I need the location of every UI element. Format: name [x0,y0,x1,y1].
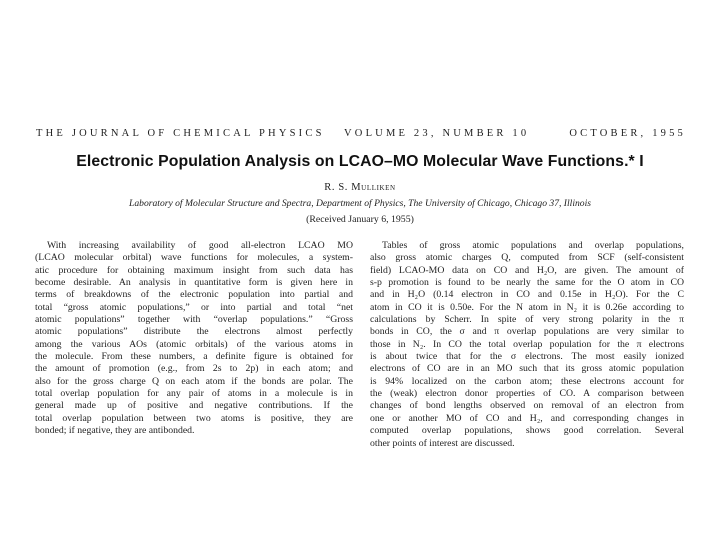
abstract-line: (LCAO molecular orbital) wave functions for molecules, a system- [35,252,353,264]
abstract-right-column [370,240,684,450]
received-date: (Received January 6, 1955) [306,214,414,225]
abstract-line: changes of bond lengths observed on removal of an electron from [370,400,684,412]
abstract-line: s-p promotion is found to be nearly the same for the O atom in CO [370,277,684,289]
abstract-line: total overlap population between two atoms is positive, they are [35,412,353,424]
abstract-line: also for the gross charge Q on each atom if the bonds are polar. The [35,375,353,387]
abstract-line: computed overlap populations, shows good correlation. Several [370,425,684,437]
abstract-line: also gross atomic charges Q, computed from SCF (self-consistent [370,252,684,264]
volume-number: VOLUME 23, NUMBER 10 [344,128,530,139]
abstract-line: bonded; if negative, they are antibonded. [35,425,195,437]
author-name: R. S. Mulliken [324,182,396,193]
abstract-line: bonds in CO, the σ and π overlap populations are very similar to [370,326,684,338]
article-title: Electronic Population Analysis on LCAO–MO Molecular Wave Functions.* I [76,153,644,170]
abstract-line: field) LCAO-MO data on CO and H₂O, are given. The amount of [370,264,684,276]
abstract-left-column [35,240,353,438]
abstract-line: the amount of promotion (e.g., from 2s to 2p) in each atom; and [35,363,353,375]
abstract-line: atomic populations” distribute the electrons almost perfectly [35,326,353,338]
abstract-line: total overlap population for any pair of atoms in a molecule is in [35,388,353,400]
abstract-line: the (weak) electron donor properties of CO. A comparison between [370,388,684,400]
abstract-line: calculations by Scherr. In spite of very strong polarity in the π [370,314,684,326]
abstract-line: and in H₂O (0.14 electron in CO and 0.15e in H₂O). For the C [370,289,684,301]
author-affiliation: Laboratory of Molecular Structure and Spectra, Department of Physics, The University of Chicago, Chicago 37, Illinois [129,198,591,209]
issue-date: OCTOBER, 1955 [569,128,686,139]
abstract-line: atomic populations” together with “overlap populations.” “Gross [35,314,353,326]
abstract-line: electrons of CO are in an MO such that its gross atomic population [370,363,684,375]
abstract-line: Tables of gross atomic populations and overlap populations, [382,240,684,251]
abstract-line: terms of breakdowns of the electronic population into partial and [35,289,353,301]
abstract-line: those in N₂. In CO the total overlap population for the π electrons [370,338,684,350]
abstract-line: the molecule. From these numbers, a definite figure is obtained for [35,351,353,363]
abstract-line: become desirable. An analysis in quantitative form is given here in [35,277,353,289]
abstract-line: general made up of positive and negative contributions. If the [35,400,353,412]
journal-name: THE JOURNAL OF CHEMICAL PHYSICS [36,128,325,139]
abstract-line: atom in CO it is 0.50e. For the N atom in N₂ it is 0.26e according to [370,301,684,313]
abstract-line: one or another MO of CO and H₂, and corresponding changes in [370,412,684,424]
abstract-line: is 94% localized on the carbon atom; these electrons account for [370,375,684,387]
abstract-line: among the various AOs (atomic orbitals) of the various atoms in [35,338,353,350]
abstract-line: total “gross atomic populations,” or into partial and total “net [35,301,353,313]
abstract-line: other points of interest are discussed. [370,437,515,449]
abstract-line: With increasing availability of good all-electron LCAO MO [47,240,353,251]
abstract-line: is about twice that for the σ electrons. The most easily ionized [370,351,684,363]
abstract-line: atic procedure for obtaining maximum insight from such data has [35,264,353,276]
running-head [36,128,686,142]
